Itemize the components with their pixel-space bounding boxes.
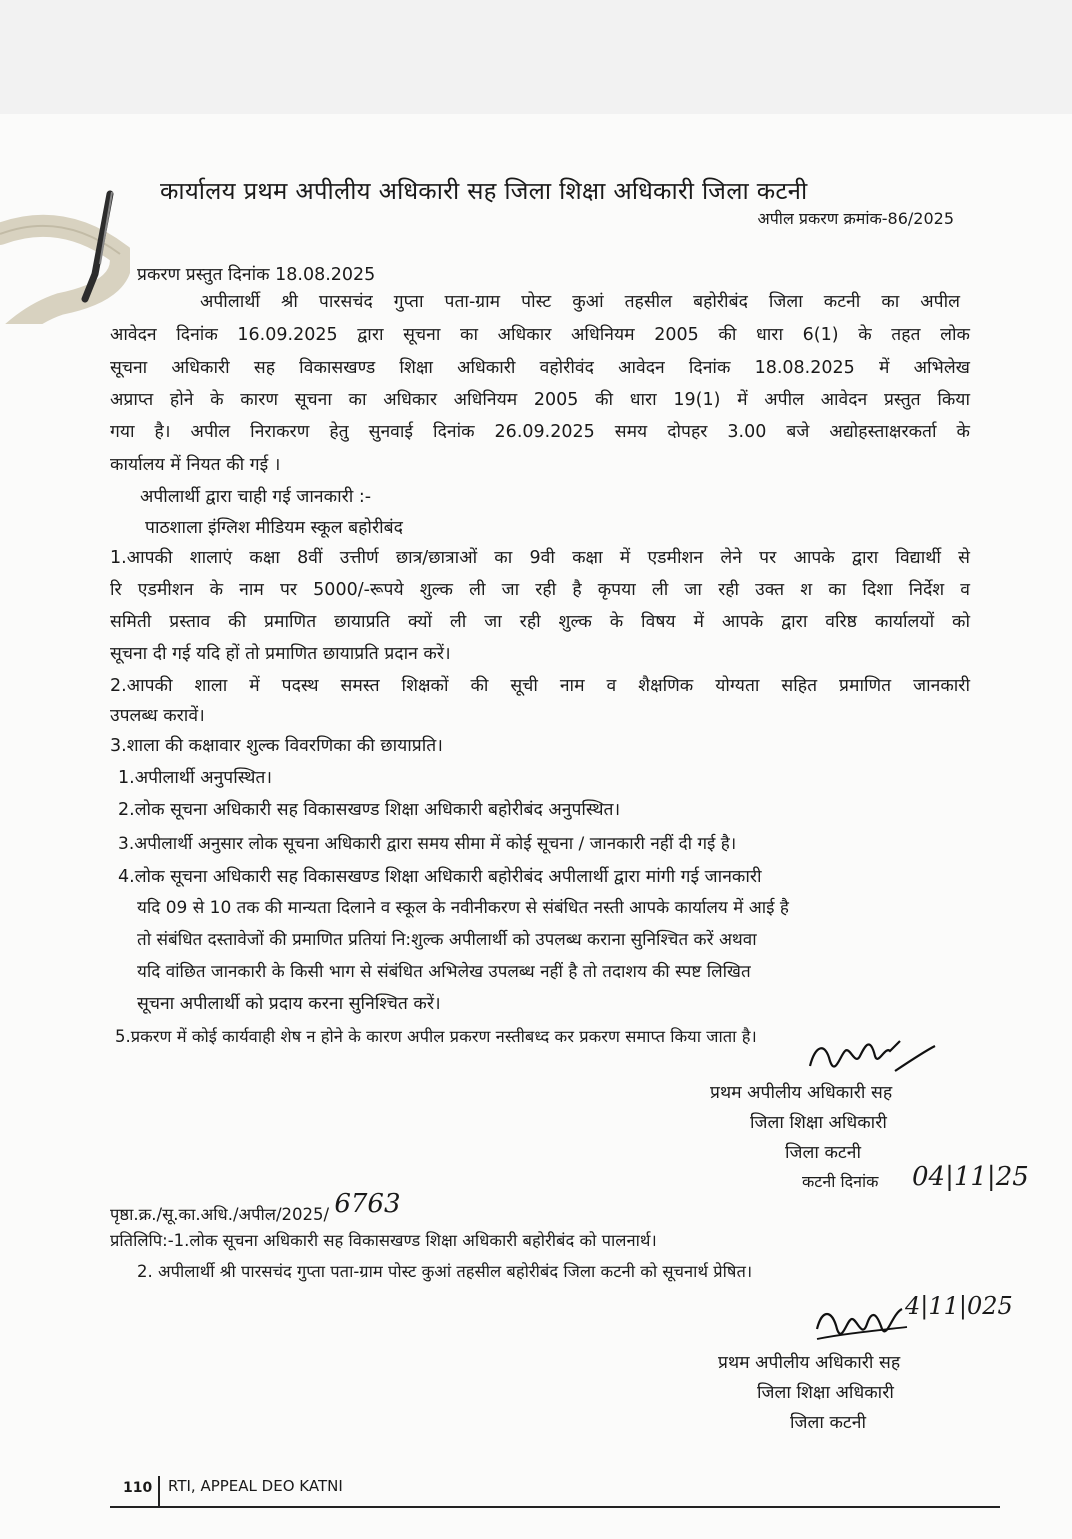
- presented-date: प्रकरण प्रस्तुत दिनांक 18.08.2025: [137, 265, 376, 285]
- intro-line: अपीलार्थी श्री पारसचंद गुप्ता पता-ग्राम पोस्ट कुआं तहसील बहोरीबंद जिला कटनी का अपील: [200, 292, 960, 312]
- intro-line: अप्राप्त होने के कारण सूचना का अधिकार अधिनियम 2005 की धारा 19(1) में अपील आवेदन प्रस्तुत किया: [110, 390, 970, 410]
- info-item-line: 3.शाला की कक्षावार शुल्क विवरणिका की छायाप्रति।: [110, 736, 443, 756]
- finding-line: 3.अपीलार्थी अनुसार लोक सूचना अधिकारी द्वारा समय सीमा में कोई सूचना / जानकारी नहीं दी गई है।: [118, 834, 737, 854]
- document-page: [0, 114, 1072, 1539]
- endorsement-ref-prefix: पृष्ठा.क्र./सू.का.अधि./अपील/2025/: [110, 1205, 330, 1224]
- footer-separator: [158, 1476, 160, 1506]
- endorsement-ref-number: 6763: [334, 1189, 401, 1219]
- case-number: अपील प्रकरण क्रमांक-86/2025: [757, 209, 954, 228]
- file-tag-string: [0, 164, 130, 324]
- info-item-line: समिती प्रस्ताव की प्रमाणित छायाप्रति क्यों ली जा रही शुल्क के विषय में आपके द्वारा वरिष्ठ कार्यालयों को: [110, 612, 970, 632]
- info-item-line: रि एडमीशन के नाम पर 5000/-रूपये शुल्क ली जा रही है कृपया ली जा रही उक्त श का दिशा निर्देश व: [110, 580, 970, 600]
- sig1-designation: प्रथम अपीलीय अधिकारी सह: [710, 1083, 893, 1103]
- sig1-office: जिला शिक्षा अधिकारी: [750, 1113, 887, 1133]
- footer-rule: [110, 1506, 1000, 1508]
- sig2-office: जिला शिक्षा अधिकारी: [757, 1383, 894, 1403]
- intro-line: गया है। अपील निराकरण हेतु सुनवाई दिनांक 26.09.2025 समय दोपहर 3.00 बजे अद्योहस्ताक्षरकर्ता के: [110, 422, 970, 442]
- info-heading: अपीलार्थी द्वारा चाही गई जानकारी :-: [140, 487, 372, 507]
- info-item-line: उपलब्ध करावें।: [110, 706, 205, 726]
- intro-line: कार्यालय में नियत की गई ।: [110, 455, 281, 475]
- copy-line-2: 2. अपीलार्थी श्री पारसचंद गुप्ता पता-ग्राम पोस्ट कुआं तहसील बहोरीबंद जिला कटनी को सूचनार्थ प्रेषित।: [137, 1262, 753, 1281]
- signature-2: [812, 1299, 912, 1349]
- page-number: 110: [123, 1480, 153, 1496]
- finding-line: 1.अपीलार्थी अनुपस्थित।: [118, 768, 273, 788]
- finding-line: यदि 09 से 10 तक की मान्यता दिलाने व स्कूल के नवीनीकरण से संबंधित नस्ती आपके कार्यालय में आई है: [137, 898, 789, 918]
- sig1-date-label: कटनी दिनांक: [802, 1172, 879, 1191]
- footer-label: RTI, APPEAL DEO KATNI: [168, 1477, 343, 1495]
- sig1-district: जिला कटनी: [785, 1143, 861, 1163]
- finding-line: सूचना अपीलार्थी को प्रदाय करना सुनिश्चित करें।: [137, 994, 441, 1014]
- info-item-line: 1.आपकी शालाएं कक्षा 8वीं उत्तीर्ण छात्र/छात्राओं का 9वी कक्षा में एडमीशन लेने पर आपके द्वारा विद्यार्थी से: [110, 548, 970, 568]
- finding-line: तो संबंधित दस्तावेजों की प्रमाणित प्रतियां नि:शुल्क अपीलार्थी को उपलब्ध कराना सुनिश्चित करें अथवा: [137, 930, 757, 950]
- copy-line-1: प्रतिलिपि:-1.लोक सूचना अधिकारी सह विकासखण्ड शिक्षा अधिकारी बहोरीबंद को पालनार्थ।: [110, 1231, 657, 1250]
- office-title: कार्यालय प्रथम अपीलीय अधिकारी सह जिला शिक्षा अधिकारी जिला कटनी: [160, 177, 808, 205]
- school-name: पाठशाला इंग्लिश मीडियम स्कूल बहोरीबंद: [145, 518, 403, 538]
- info-item-line: सूचना दी गई यदि हों तो प्रमाणित छायाप्रति प्रदान करें।: [110, 644, 451, 664]
- signature-1: [800, 1026, 940, 1086]
- sig2-designation: प्रथम अपीलीय अधिकारी सह: [718, 1353, 901, 1373]
- finding-line: 2.लोक सूचना अधिकारी सह विकासखण्ड शिक्षा अधिकारी बहोरीबंद अनुपस्थित।: [118, 800, 621, 820]
- sig2-district: जिला कटनी: [790, 1413, 866, 1433]
- sig2-date-handwritten: 4|11|025: [905, 1292, 1013, 1320]
- sig1-date-handwritten: 04|11|25: [912, 1162, 1029, 1192]
- finding-line: यदि वांछित जानकारी के किसी भाग से संबंधित अभिलेख उपलब्ध नहीं है तो तदाशय की स्पष्ट लिखित: [137, 962, 751, 982]
- info-item-line: 2.आपकी शाला में पदस्थ समस्त शिक्षकों की सूची नाम व शैक्षणिक योग्यता सहित प्रमाणित जानकारी: [110, 676, 970, 696]
- finding-line: 4.लोक सूचना अधिकारी सह विकासखण्ड शिक्षा अधिकारी बहोरीबंद अपीलार्थी द्वारा मांगी गई जानकारी: [118, 867, 762, 887]
- intro-line: सूचना अधिकारी सह विकासखण्ड शिक्षा अधिकारी वहोरीवंद आवेदन दिनांक 18.08.2025 में अभिलेख: [110, 358, 970, 378]
- intro-line: आवेदन दिनांक 16.09.2025 द्वारा सूचना का अधिकार अधिनियम 2005 की धारा 6(1) के तहत लोक: [110, 325, 970, 345]
- finding-line: 5.प्रकरण में कोई कार्यवाही शेष न होने के कारण अपील प्रकरण नस्तीबध्द कर प्रकरण समाप्त किया जाता है।: [115, 1027, 757, 1046]
